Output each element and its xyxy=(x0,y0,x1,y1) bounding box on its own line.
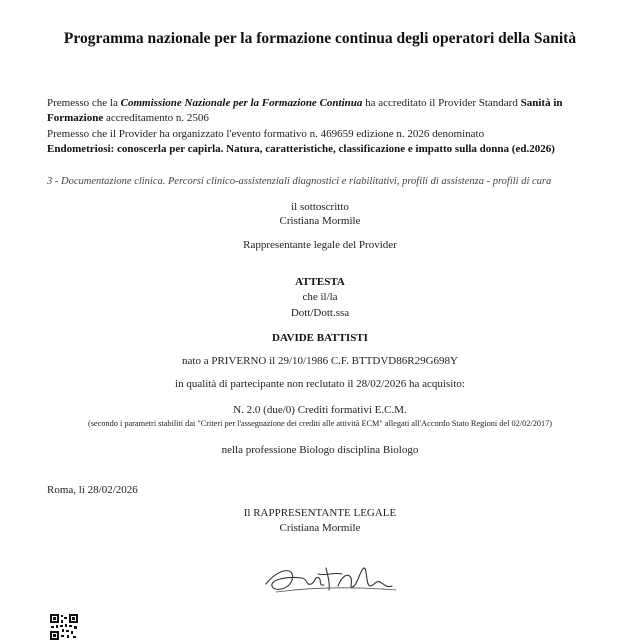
birth-line: nato a PRIVERNO il 29/10/1986 C.F. BTTDVD86R29G698Y xyxy=(182,355,458,367)
legal-rep-name: Cristiana Mormile xyxy=(279,522,361,534)
participant-name: DAVIDE BATTISTI xyxy=(272,332,368,344)
document-title: Programma nazionale per la formazione continua degli operatori della Sanità xyxy=(63,30,577,47)
legal-rep-title: Il RAPPRESENTANTE LEGALE xyxy=(243,507,397,519)
undersigned-label: il sottoscritto xyxy=(291,201,349,213)
signature-icon xyxy=(256,556,406,602)
dott-title: Dott/Dott.ssa xyxy=(290,307,350,319)
undersigned-role: Rappresentante legale del Provider xyxy=(243,239,397,251)
premise-event xyxy=(47,127,607,157)
credits-note: (secondo i parametri stabiliti dai "Criteri per l'assegnazione dei crediti alle attività ECM" allegati all'Accordo Stato Regioni del 02/02/2017) xyxy=(87,419,553,428)
place-date: Roma, li 28/02/2026 xyxy=(47,484,138,496)
undersigned-name: Cristiana Mormile xyxy=(279,215,361,227)
premise1-suffix: accreditamento n. 2506 xyxy=(105,112,209,124)
qr-code-icon xyxy=(50,614,78,640)
premise1-prefix: Premesso che la xyxy=(47,97,118,109)
event-title: Endometriosi: conoscerla per capirla. Natura, caratteristiche, classificazione e impatto sulla donna (ed.2026) xyxy=(47,143,555,155)
ecm-objective: 3 - Documentazione clinica. Percorsi clinico-assistenziali diagnostici e riabilitativi, profili di assistenza - profili di cura xyxy=(47,176,552,187)
commission-name: Commissione Nazionale per la Formazione Continua xyxy=(120,97,363,109)
che-il-la: che il/la xyxy=(302,291,338,303)
premise-accreditation xyxy=(47,96,607,126)
premise2-text: Premesso che il Provider ha organizzato l'evento formativo n. 469659 edizione n. 2026 denominato xyxy=(47,128,485,140)
attesta-heading: ATTESTA xyxy=(295,276,345,288)
premise1-mid: ha accreditato il Provider Standard xyxy=(365,97,518,109)
quality-line: in qualità di partecipante non reclutato il 28/02/2026 ha acquisito: xyxy=(175,378,465,390)
profession-line: nella professione Biologo disciplina Biologo xyxy=(221,444,419,456)
provider-name: Sanità in Formazione xyxy=(47,97,563,124)
credits-line: N. 2.0 (due/0) Crediti formativi E.C.M. xyxy=(233,404,407,416)
